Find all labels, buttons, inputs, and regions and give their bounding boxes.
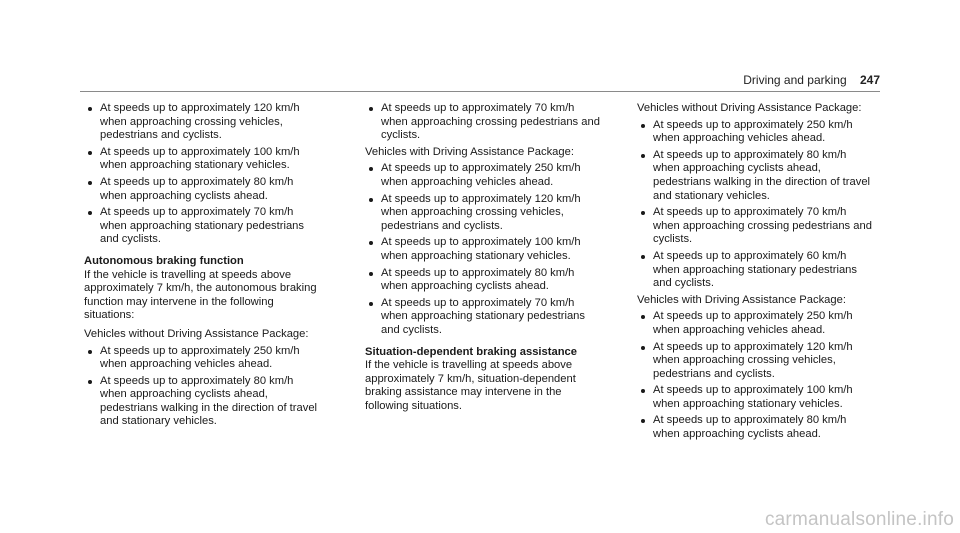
list-intro: Vehicles with Driving Assistance Package: <box>365 145 574 158</box>
page-header <box>743 73 880 87</box>
bullet-list <box>84 345 320 430</box>
list-item: At speeds up to approximately 70 km/h when approaching crossing pedestrians and cyclists. <box>365 102 601 143</box>
bullet-list <box>365 102 601 143</box>
section-title: Driving and parking <box>743 73 847 87</box>
watermark: carmanualsonline.info <box>764 509 954 530</box>
bullet-list <box>637 119 873 291</box>
list-item: At speeds up to approximately 60 km/h when approaching stationary pedestrians and cyclists. <box>637 250 873 291</box>
list-item: At speeds up to approximately 250 km/h when approaching vehicles ahead. <box>84 345 320 372</box>
list-item: At speeds up to approximately 250 km/h when approaching vehicles ahead. <box>365 162 601 189</box>
section-heading: Autonomous braking function <box>84 254 244 267</box>
list-item: At speeds up to approximately 80 km/h when approaching cyclists ahead. <box>84 176 320 203</box>
list-item: At speeds up to approximately 80 km/h when approaching cyclists ahead. <box>637 414 873 441</box>
column-3 <box>637 102 873 445</box>
bullet-list <box>84 102 320 247</box>
bullet-list <box>365 162 601 337</box>
list-item: At speeds up to approximately 70 km/h when approaching crossing pedestrians and cyclists. <box>637 206 873 247</box>
list-item: At speeds up to approximately 100 km/h when approaching stationary vehicles. <box>637 384 873 411</box>
list-item: At speeds up to approximately 70 km/h when approaching stationary pedestrians and cyclists. <box>365 297 601 338</box>
list-item: At speeds up to approximately 120 km/h when approaching crossing vehicles, pedestrians and cyclists. <box>365 193 601 234</box>
paragraph: If the vehicle is travelling at speeds above approximately 7 km/h, the autonomous braking function may intervene in the following situations: <box>84 268 317 322</box>
list-item: At speeds up to approximately 80 km/h when approaching cyclists ahead, pedestrians walking in the direction of travel and stationary vehicles. <box>84 375 320 429</box>
column-1 <box>84 102 320 432</box>
page-number: 247 <box>859 73 880 87</box>
list-item: At speeds up to approximately 80 km/h when approaching cyclists ahead. <box>365 267 601 294</box>
list-item: At speeds up to approximately 80 km/h when approaching cyclists ahead, pedestrians walking in the direction of travel and stationary vehicles. <box>637 149 873 203</box>
section-heading: Situation-dependent braking assistance <box>365 345 577 358</box>
list-item: At speeds up to approximately 250 km/h when approaching vehicles ahead. <box>637 310 873 337</box>
list-item: At speeds up to approximately 250 km/h when approaching vehicles ahead. <box>637 119 873 146</box>
list-item: At speeds up to approximately 100 km/h when approaching stationary vehicles. <box>365 236 601 263</box>
column-2 <box>365 102 601 418</box>
list-item: At speeds up to approximately 120 km/h when approaching crossing vehicles, pedestrians and cyclists. <box>84 102 320 143</box>
header-rule <box>80 91 880 92</box>
list-item: At speeds up to approximately 100 km/h when approaching stationary vehicles. <box>84 146 320 173</box>
list-intro: Vehicles without Driving Assistance Package: <box>84 327 309 340</box>
list-intro: Vehicles without Driving Assistance Package: <box>637 102 862 114</box>
bullet-list <box>637 310 873 441</box>
paragraph: If the vehicle is travelling at speeds above approximately 7 km/h, situation-dependent braking assistance may intervene in the following situations. <box>365 359 576 412</box>
list-item: At speeds up to approximately 70 km/h when approaching stationary pedestrians and cyclists. <box>84 206 320 247</box>
list-item: At speeds up to approximately 120 km/h when approaching crossing vehicles, pedestrians and cyclists. <box>637 341 873 382</box>
list-intro: Vehicles with Driving Assistance Package: <box>637 293 846 306</box>
